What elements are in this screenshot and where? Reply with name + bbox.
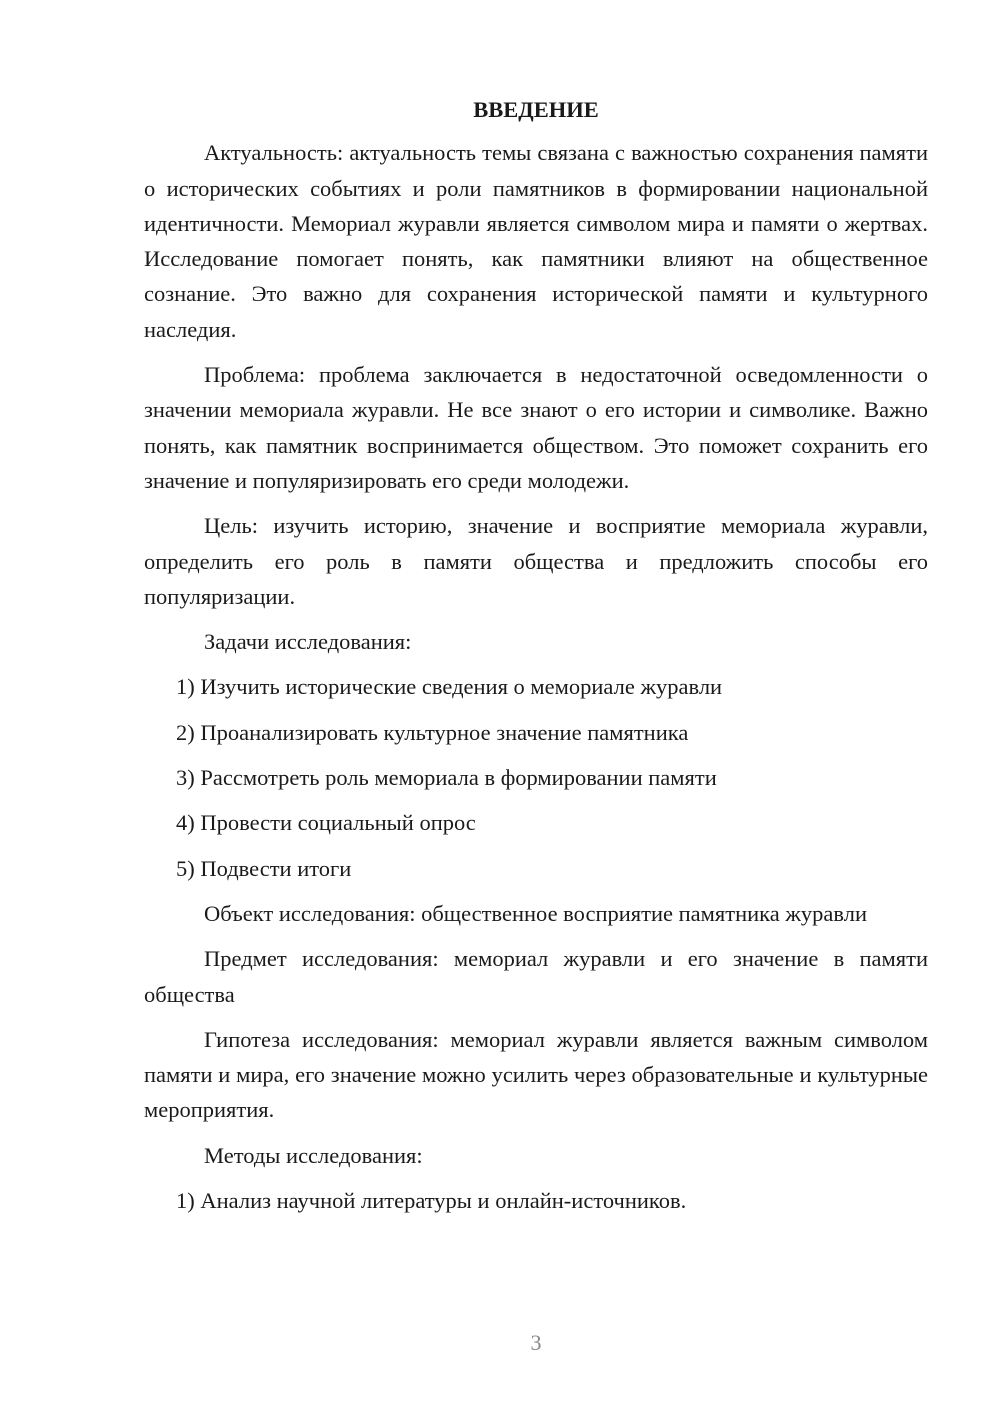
page-content [144, 92, 928, 1228]
list-item: 3) Рассмотреть роль мемориала в формировании памяти [176, 765, 717, 791]
list-item: 4) Провести социальный опрос [176, 810, 476, 836]
methods-list [144, 1183, 928, 1218]
page-title: ВВЕДЕНИЕ [473, 97, 599, 122]
paragraph-subject: Предмет исследования: мемориал журавли и его значение в памяти общества [144, 946, 928, 1007]
list-item: 2) Проанализировать культурное значение памятника [176, 719, 689, 745]
paragraph-hypothesis: Гипотеза исследования: мемориал журавли является важным символом памяти и мира, его значение можно усилить через образовательные и культурные мероприятия. [144, 1026, 928, 1123]
paragraph-relevance: Актуальность: актуальность темы связана с важностью сохранения памяти о исторических событиях и роли памятников в формировании национальной идентичности. Мемориал журавли является символом мира и памяти о жертвах. Исследование помогает понять, как памятники влияют на общественное сознание. Это важно для сохранения исторической памяти и культурного наследия. [144, 140, 928, 342]
list-item: 1) Изучить исторические сведения о мемориале журавли [176, 674, 723, 700]
methods-heading: Методы исследования: [204, 1142, 423, 1168]
tasks-list [144, 669, 928, 885]
list-item: 5) Подвести итоги [176, 855, 352, 881]
paragraph-goal: Цель: изучить историю, значение и восприятие мемориала журавли, определить его роль в памяти общества и предложить способы его популяризации. [144, 513, 928, 609]
page-number: 3 [530, 1330, 542, 1355]
list-item: 1) Анализ научной литературы и онлайн-источников. [176, 1188, 687, 1214]
paragraph-problem: Проблема: проблема заключается в недостаточной осведомленности о значении мемориала журавли. Не все знают о его истории и символике. Важно понять, как памятник воспринимается обществом. Это поможет сохранить его значение и популяризировать его среди молодежи. [144, 362, 928, 493]
paragraph-object: Объект исследования: общественное восприятие памятника журавли [204, 900, 867, 926]
tasks-heading: Задачи исследования: [204, 629, 412, 655]
